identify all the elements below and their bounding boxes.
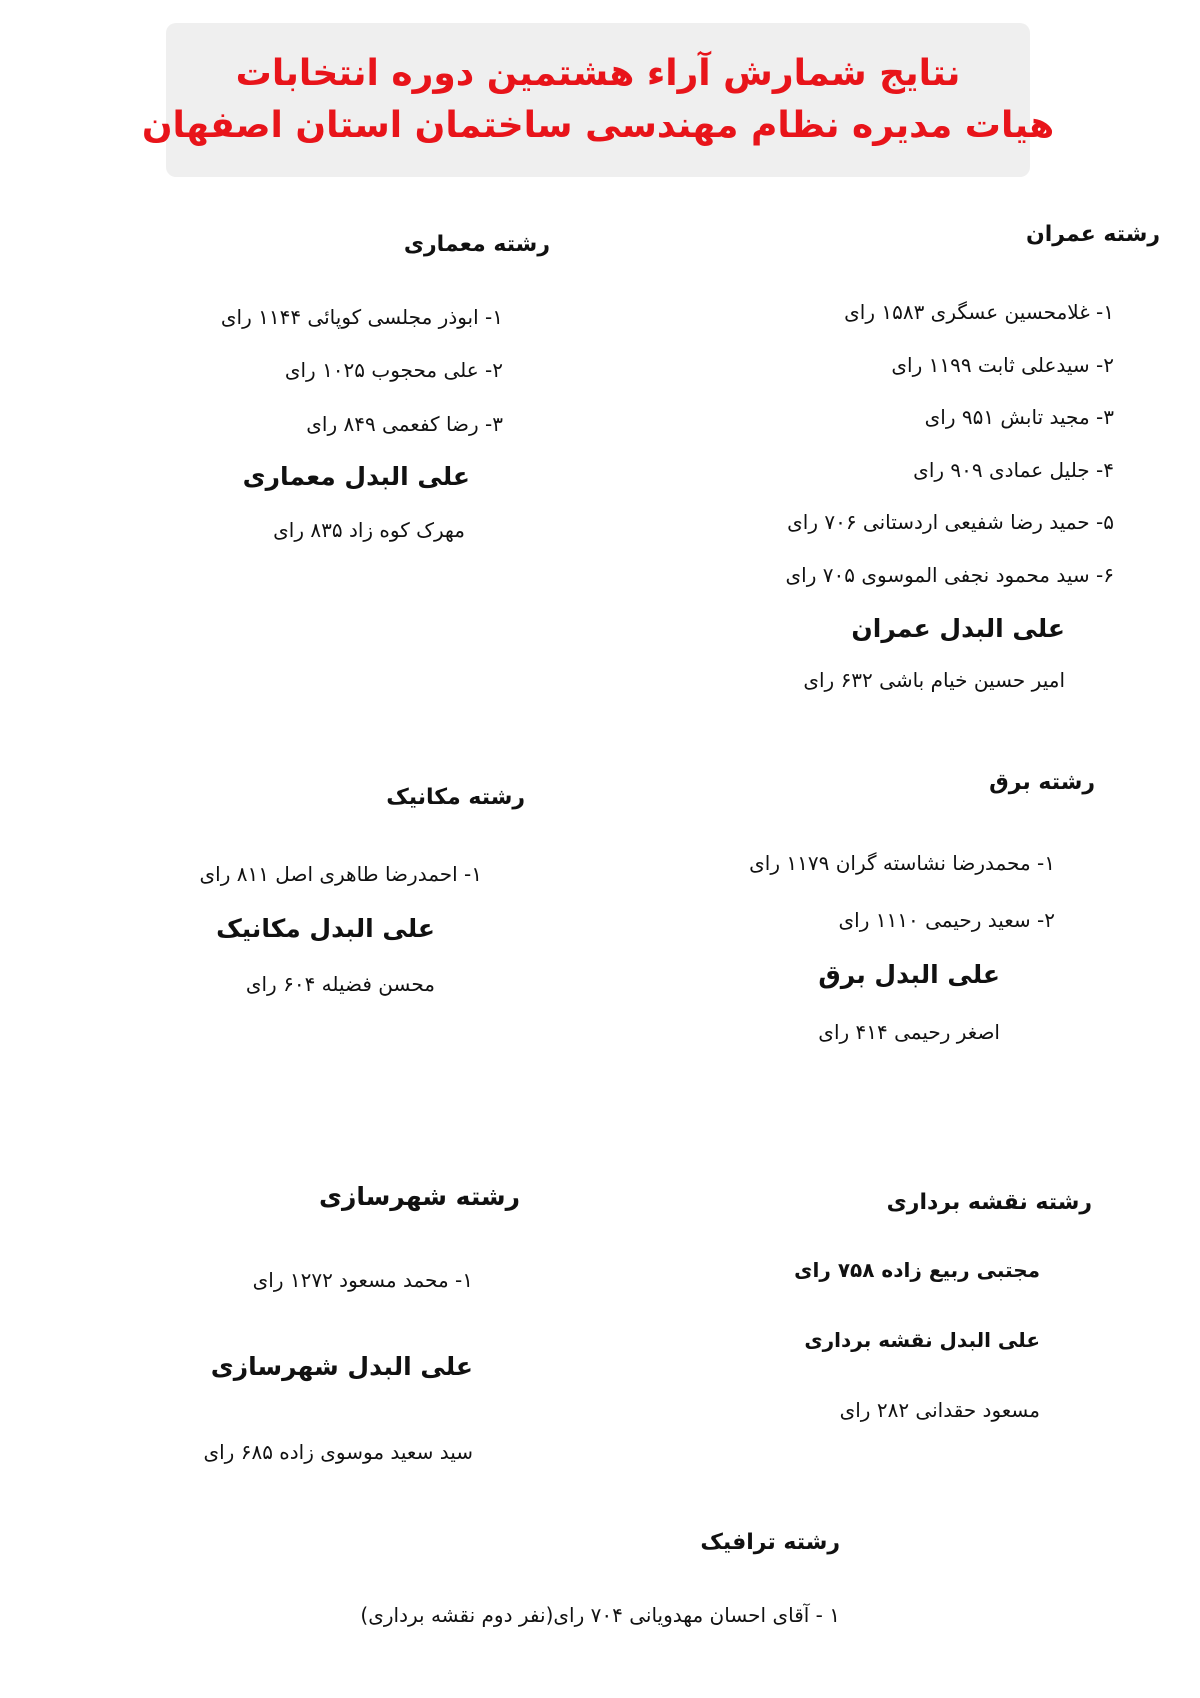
candidate-row: ۲- سعید رحیمی ۱۱۱۰ رای — [838, 908, 1055, 932]
alternate-row: سید سعید موسوی زاده ۶۸۵ رای — [203, 1440, 473, 1464]
alternate-row: امیر حسین خیام باشی ۶۳۲ رای — [803, 668, 1065, 692]
section-title-omran: رشته عمران — [1025, 222, 1160, 247]
candidate-row: ۱- ابوذر مجلسی کوپائی ۱۱۴۴ رای — [220, 305, 503, 329]
section-title-traffic: رشته ترافیک — [700, 1530, 840, 1555]
candidate-row: ۱ - آقای احسان مهدویانی ۷۰۴ رای(نفر دوم نقشه برداری) — [360, 1603, 840, 1627]
alternate-title-bargh: علی البدل برق — [818, 960, 1000, 989]
alternate-row: اصغر رحیمی ۴۱۴ رای — [818, 1020, 1000, 1044]
header-title-line-1: نتایج شمارش آراء هشتمین دوره انتخابات — [235, 53, 961, 94]
candidate-row: ۱- محمد مسعود ۱۲۷۲ رای — [252, 1268, 473, 1292]
header-banner — [141, 23, 1055, 177]
candidate-row: ۱- غلامحسین عسگری ۱۵۸۳ رای — [844, 300, 1114, 324]
candidate-row: مجتبی ربیع زاده ۷۵۸ رای — [794, 1258, 1040, 1282]
alternate-row: مهرک کوه زاد ۸۳۵ رای — [273, 518, 465, 542]
candidate-row: ۵- حمید رضا شفیعی اردستانی ۷۰۶ رای — [787, 510, 1114, 534]
section-title-surveying: رشته نقشه برداری — [886, 1190, 1092, 1215]
section-title-bargh: رشته برق — [989, 770, 1095, 795]
alternate-title-urban-planning: علی البدل شهرسازی — [210, 1352, 473, 1381]
section-title-urban-planning: رشته شهرسازی — [319, 1182, 520, 1211]
candidate-row: ۶- سید محمود نجفی الموسوی ۷۰۵ رای — [785, 563, 1114, 587]
alternate-title-mechanic: علی البدل مکانیک — [216, 914, 435, 943]
alternate-row: محسن فضیله ۶۰۴ رای — [245, 972, 435, 996]
candidate-row: ۱- محمدرضا نشاسته گران ۱۱۷۹ رای — [749, 851, 1055, 875]
alternate-title-surveying: علی البدل نقشه برداری — [804, 1328, 1040, 1352]
header-title-line-2: هیات مدیره نظام مهندسی ساختمان استان اصفهان — [141, 105, 1055, 146]
alternate-title-memari: علی البدل معماری — [242, 462, 470, 491]
alternate-title-omran: علی البدل عمران — [851, 614, 1065, 643]
alternate-row: مسعود حقدانی ۲۸۲ رای — [839, 1398, 1040, 1422]
candidate-row: ۳- رضا کفعمی ۸۴۹ رای — [306, 412, 503, 436]
candidate-row: ۳- مجید تابش ۹۵۱ رای — [924, 405, 1114, 429]
candidate-row: ۴- جلیل عمادی ۹۰۹ رای — [913, 458, 1114, 482]
candidate-row: ۲- سیدعلی ثابت ۱۱۹۹ رای — [891, 353, 1114, 377]
candidate-row: ۲- علی محجوب ۱۰۲۵ رای — [284, 358, 503, 382]
candidate-row: ۱- احمدرضا طاهری اصل ۸۱۱ رای — [199, 862, 482, 886]
section-title-mechanic: رشته مکانیک — [386, 785, 525, 810]
section-title-memari: رشته معماری — [403, 232, 550, 257]
